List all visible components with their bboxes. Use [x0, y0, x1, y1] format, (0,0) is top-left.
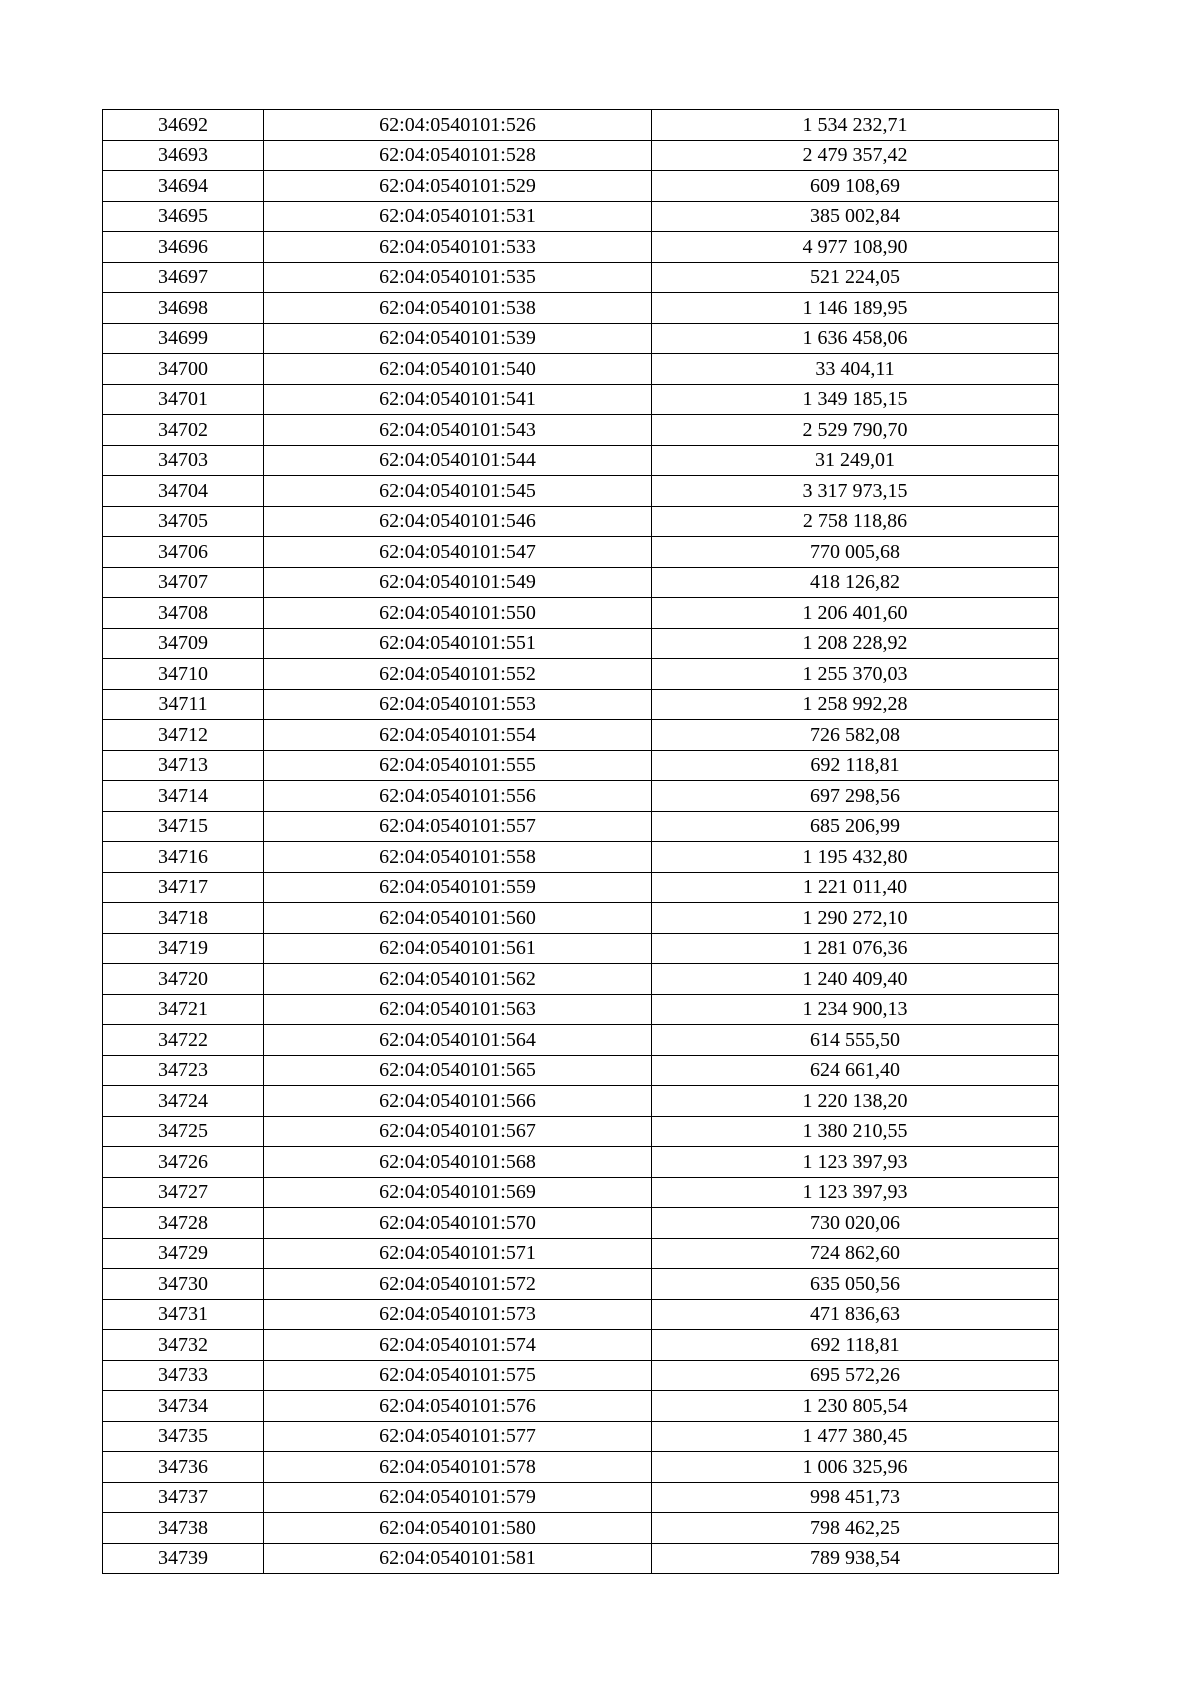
table-row — [103, 201, 1059, 232]
table-row — [103, 1025, 1059, 1056]
table-row — [103, 567, 1059, 598]
cadastral-number-cell: 62:04:0540101:539 — [264, 323, 652, 354]
row-number-cell: 34735 — [103, 1421, 264, 1452]
cadastral-number-cell: 62:04:0540101:552 — [264, 659, 652, 690]
row-number-cell: 34736 — [103, 1452, 264, 1483]
table-row — [103, 262, 1059, 293]
value-cell: 31 249,01 — [652, 445, 1059, 476]
value-cell: 724 862,60 — [652, 1238, 1059, 1269]
table-row — [103, 110, 1059, 141]
cadastral-number-cell: 62:04:0540101:568 — [264, 1147, 652, 1178]
table-row — [103, 628, 1059, 659]
table-row — [103, 811, 1059, 842]
table-row — [103, 933, 1059, 964]
value-cell: 471 836,63 — [652, 1299, 1059, 1330]
cadastral-number-cell: 62:04:0540101:567 — [264, 1116, 652, 1147]
row-number-cell: 34739 — [103, 1543, 264, 1574]
cadastral-number-cell: 62:04:0540101:554 — [264, 720, 652, 751]
row-number-cell: 34724 — [103, 1086, 264, 1117]
row-number-cell: 34697 — [103, 262, 264, 293]
cadastral-number-cell: 62:04:0540101:558 — [264, 842, 652, 873]
table-row — [103, 323, 1059, 354]
table-row — [103, 1543, 1059, 1574]
row-number-cell: 34709 — [103, 628, 264, 659]
value-cell: 770 005,68 — [652, 537, 1059, 568]
value-cell: 1 349 185,15 — [652, 384, 1059, 415]
row-number-cell: 34725 — [103, 1116, 264, 1147]
row-number-cell: 34700 — [103, 354, 264, 385]
row-number-cell: 34696 — [103, 232, 264, 263]
value-cell: 614 555,50 — [652, 1025, 1059, 1056]
table-row — [103, 842, 1059, 873]
value-cell: 1 255 370,03 — [652, 659, 1059, 690]
value-cell: 730 020,06 — [652, 1208, 1059, 1239]
value-cell: 1 281 076,36 — [652, 933, 1059, 964]
row-number-cell: 34722 — [103, 1025, 264, 1056]
table-body — [103, 110, 1059, 1574]
table-row — [103, 1269, 1059, 1300]
table-row — [103, 598, 1059, 629]
value-cell: 3 317 973,15 — [652, 476, 1059, 507]
cadastral-number-cell: 62:04:0540101:540 — [264, 354, 652, 385]
row-number-cell: 34702 — [103, 415, 264, 446]
table-row — [103, 1055, 1059, 1086]
row-number-cell: 34717 — [103, 872, 264, 903]
cadastral-number-cell: 62:04:0540101:550 — [264, 598, 652, 629]
table-row — [103, 354, 1059, 385]
value-cell: 2 529 790,70 — [652, 415, 1059, 446]
value-cell: 418 126,82 — [652, 567, 1059, 598]
table-row — [103, 506, 1059, 537]
row-number-cell: 34729 — [103, 1238, 264, 1269]
cadastral-number-cell: 62:04:0540101:570 — [264, 1208, 652, 1239]
value-cell: 609 108,69 — [652, 171, 1059, 202]
cadastral-number-cell: 62:04:0540101:569 — [264, 1177, 652, 1208]
row-number-cell: 34699 — [103, 323, 264, 354]
cadastral-number-cell: 62:04:0540101:572 — [264, 1269, 652, 1300]
cadastral-number-cell: 62:04:0540101:544 — [264, 445, 652, 476]
cadastral-number-cell: 62:04:0540101:575 — [264, 1360, 652, 1391]
cadastral-number-cell: 62:04:0540101:581 — [264, 1543, 652, 1574]
value-cell: 1 206 401,60 — [652, 598, 1059, 629]
value-cell: 685 206,99 — [652, 811, 1059, 842]
value-cell: 521 224,05 — [652, 262, 1059, 293]
row-number-cell: 34694 — [103, 171, 264, 202]
cadastral-number-cell: 62:04:0540101:577 — [264, 1421, 652, 1452]
value-cell: 1 258 992,28 — [652, 689, 1059, 720]
cadastral-number-cell: 62:04:0540101:571 — [264, 1238, 652, 1269]
table-row — [103, 1299, 1059, 1330]
row-number-cell: 34692 — [103, 110, 264, 141]
row-number-cell: 34723 — [103, 1055, 264, 1086]
table-row — [103, 384, 1059, 415]
cadastral-number-cell: 62:04:0540101:538 — [264, 293, 652, 324]
value-cell: 695 572,26 — [652, 1360, 1059, 1391]
cadastral-number-cell: 62:04:0540101:559 — [264, 872, 652, 903]
value-cell: 1 195 432,80 — [652, 842, 1059, 873]
row-number-cell: 34721 — [103, 994, 264, 1025]
row-number-cell: 34719 — [103, 933, 264, 964]
row-number-cell: 34718 — [103, 903, 264, 934]
cadastral-number-cell: 62:04:0540101:545 — [264, 476, 652, 507]
value-cell: 1 240 409,40 — [652, 964, 1059, 995]
cadastral-number-cell: 62:04:0540101:566 — [264, 1086, 652, 1117]
table-row — [103, 720, 1059, 751]
row-number-cell: 34720 — [103, 964, 264, 995]
value-cell: 624 661,40 — [652, 1055, 1059, 1086]
value-cell: 1 534 232,71 — [652, 110, 1059, 141]
cadastral-number-cell: 62:04:0540101:564 — [264, 1025, 652, 1056]
table-row — [103, 1452, 1059, 1483]
row-number-cell: 34732 — [103, 1330, 264, 1361]
cadastral-number-cell: 62:04:0540101:533 — [264, 232, 652, 263]
cadastral-number-cell: 62:04:0540101:573 — [264, 1299, 652, 1330]
table-row — [103, 1208, 1059, 1239]
value-cell: 1 234 900,13 — [652, 994, 1059, 1025]
row-number-cell: 34715 — [103, 811, 264, 842]
row-number-cell: 34730 — [103, 1269, 264, 1300]
value-cell: 385 002,84 — [652, 201, 1059, 232]
table-row — [103, 1482, 1059, 1513]
table-row — [103, 994, 1059, 1025]
table-row — [103, 171, 1059, 202]
table-row — [103, 659, 1059, 690]
row-number-cell: 34703 — [103, 445, 264, 476]
table-row — [103, 1513, 1059, 1544]
row-number-cell: 34737 — [103, 1482, 264, 1513]
table-row — [103, 872, 1059, 903]
value-cell: 1 290 272,10 — [652, 903, 1059, 934]
row-number-cell: 34711 — [103, 689, 264, 720]
row-number-cell: 34693 — [103, 140, 264, 171]
cadastral-number-cell: 62:04:0540101:531 — [264, 201, 652, 232]
table-row — [103, 1421, 1059, 1452]
table-row — [103, 445, 1059, 476]
value-cell: 4 977 108,90 — [652, 232, 1059, 263]
table-row — [103, 140, 1059, 171]
value-cell: 789 938,54 — [652, 1543, 1059, 1574]
cadastral-number-cell: 62:04:0540101:526 — [264, 110, 652, 141]
value-cell: 1 221 011,40 — [652, 872, 1059, 903]
value-cell: 1 208 228,92 — [652, 628, 1059, 659]
value-cell: 1 146 189,95 — [652, 293, 1059, 324]
row-number-cell: 34713 — [103, 750, 264, 781]
cadastral-number-cell: 62:04:0540101:543 — [264, 415, 652, 446]
value-cell: 697 298,56 — [652, 781, 1059, 812]
cadastral-number-cell: 62:04:0540101:541 — [264, 384, 652, 415]
row-number-cell: 34716 — [103, 842, 264, 873]
row-number-cell: 34710 — [103, 659, 264, 690]
table-row — [103, 415, 1059, 446]
cadastral-number-cell: 62:04:0540101:565 — [264, 1055, 652, 1086]
row-number-cell: 34727 — [103, 1177, 264, 1208]
value-cell: 998 451,73 — [652, 1482, 1059, 1513]
row-number-cell: 34701 — [103, 384, 264, 415]
cadastral-number-cell: 62:04:0540101:528 — [264, 140, 652, 171]
value-cell: 1 636 458,06 — [652, 323, 1059, 354]
table-row — [103, 1086, 1059, 1117]
value-cell: 635 050,56 — [652, 1269, 1059, 1300]
cadastral-number-cell: 62:04:0540101:562 — [264, 964, 652, 995]
cadastral-value-table — [102, 109, 1059, 1574]
table-row — [103, 1330, 1059, 1361]
value-cell: 2 758 118,86 — [652, 506, 1059, 537]
table-row — [103, 1238, 1059, 1269]
cadastral-number-cell: 62:04:0540101:546 — [264, 506, 652, 537]
value-cell: 1 477 380,45 — [652, 1421, 1059, 1452]
value-cell: 692 118,81 — [652, 1330, 1059, 1361]
cadastral-number-cell: 62:04:0540101:553 — [264, 689, 652, 720]
cadastral-number-cell: 62:04:0540101:551 — [264, 628, 652, 659]
value-cell: 33 404,11 — [652, 354, 1059, 385]
table-row — [103, 1360, 1059, 1391]
table-row — [103, 689, 1059, 720]
row-number-cell: 34695 — [103, 201, 264, 232]
row-number-cell: 34728 — [103, 1208, 264, 1239]
row-number-cell: 34738 — [103, 1513, 264, 1544]
cadastral-number-cell: 62:04:0540101:576 — [264, 1391, 652, 1422]
table-row — [103, 964, 1059, 995]
cadastral-number-cell: 62:04:0540101:560 — [264, 903, 652, 934]
row-number-cell: 34726 — [103, 1147, 264, 1178]
cadastral-number-cell: 62:04:0540101:579 — [264, 1482, 652, 1513]
value-cell: 1 380 210,55 — [652, 1116, 1059, 1147]
cadastral-number-cell: 62:04:0540101:529 — [264, 171, 652, 202]
table-row — [103, 1391, 1059, 1422]
value-cell: 1 220 138,20 — [652, 1086, 1059, 1117]
value-cell: 692 118,81 — [652, 750, 1059, 781]
row-number-cell: 34733 — [103, 1360, 264, 1391]
cadastral-number-cell: 62:04:0540101:556 — [264, 781, 652, 812]
row-number-cell: 34705 — [103, 506, 264, 537]
table-row — [103, 232, 1059, 263]
cadastral-number-cell: 62:04:0540101:557 — [264, 811, 652, 842]
row-number-cell: 34712 — [103, 720, 264, 751]
row-number-cell: 34708 — [103, 598, 264, 629]
cadastral-number-cell: 62:04:0540101:578 — [264, 1452, 652, 1483]
value-cell: 726 582,08 — [652, 720, 1059, 751]
table-row — [103, 1147, 1059, 1178]
table-row — [103, 1116, 1059, 1147]
table-row — [103, 293, 1059, 324]
value-cell: 1 230 805,54 — [652, 1391, 1059, 1422]
cadastral-number-cell: 62:04:0540101:561 — [264, 933, 652, 964]
cadastral-number-cell: 62:04:0540101:563 — [264, 994, 652, 1025]
cadastral-number-cell: 62:04:0540101:547 — [264, 537, 652, 568]
table-row — [103, 537, 1059, 568]
cadastral-number-cell: 62:04:0540101:580 — [264, 1513, 652, 1544]
value-cell: 1 123 397,93 — [652, 1177, 1059, 1208]
row-number-cell: 34706 — [103, 537, 264, 568]
row-number-cell: 34707 — [103, 567, 264, 598]
row-number-cell: 34734 — [103, 1391, 264, 1422]
value-cell: 1 123 397,93 — [652, 1147, 1059, 1178]
table-row — [103, 476, 1059, 507]
value-cell: 798 462,25 — [652, 1513, 1059, 1544]
value-cell: 1 006 325,96 — [652, 1452, 1059, 1483]
cadastral-number-cell: 62:04:0540101:555 — [264, 750, 652, 781]
cadastral-number-cell: 62:04:0540101:549 — [264, 567, 652, 598]
value-cell: 2 479 357,42 — [652, 140, 1059, 171]
row-number-cell: 34714 — [103, 781, 264, 812]
table-row — [103, 903, 1059, 934]
cadastral-number-cell: 62:04:0540101:535 — [264, 262, 652, 293]
cadastral-number-cell: 62:04:0540101:574 — [264, 1330, 652, 1361]
table-row — [103, 781, 1059, 812]
table-row — [103, 750, 1059, 781]
row-number-cell: 34704 — [103, 476, 264, 507]
row-number-cell: 34698 — [103, 293, 264, 324]
row-number-cell: 34731 — [103, 1299, 264, 1330]
table-row — [103, 1177, 1059, 1208]
